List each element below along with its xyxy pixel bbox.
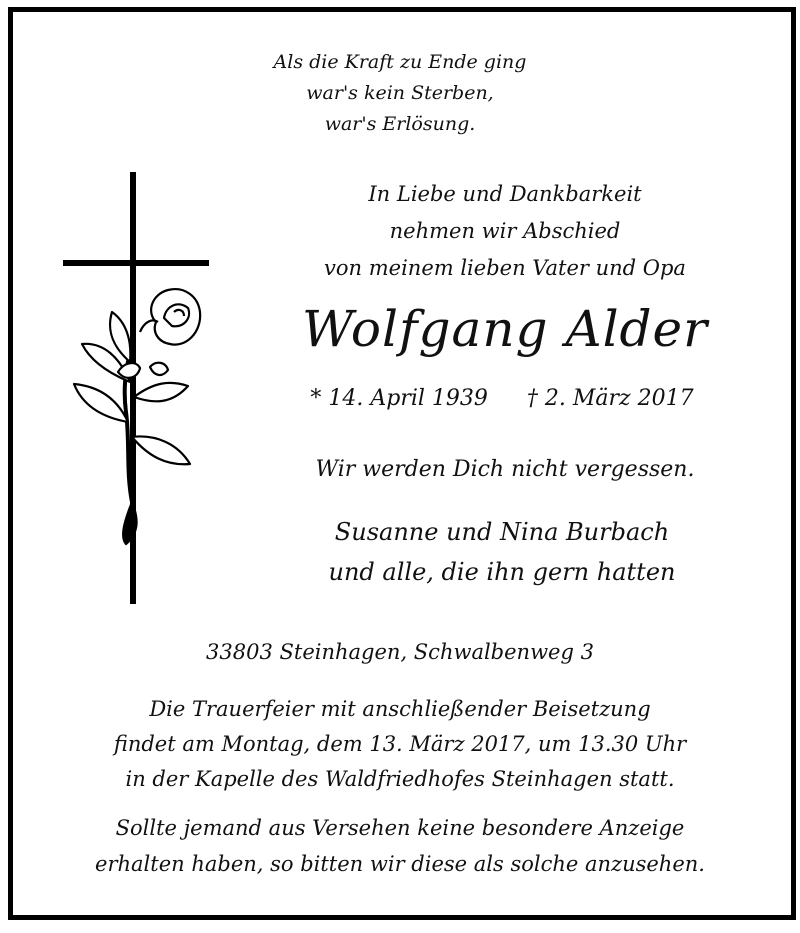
motto-verse [150, 47, 650, 140]
signatory-line: und alle, die ihn gern hatten [328, 558, 676, 586]
signatories [262, 512, 742, 592]
notice-remark [30, 810, 770, 882]
intro-text [270, 176, 740, 287]
deceased-name: Wolfgang Alder [301, 300, 709, 358]
intro-line: In Liebe und Dankbarkeit [368, 182, 642, 206]
family-address: 33803 Steinhagen, Schwalbenweg 3 [206, 640, 594, 664]
birth-date: * 14. April 1939 [310, 386, 488, 411]
notice-line: Sollte jemand aus Versehen keine besondere Anzeige [115, 816, 685, 840]
life-dates [262, 386, 742, 411]
notice-line: erhalten haben, so bitten wir diese als solche anzusehen. [95, 852, 705, 876]
intro-line: von meinem lieben Vater und Opa [324, 256, 686, 280]
signatory-line: Susanne und Nina Burbach [334, 518, 670, 546]
cross-with-rose-icon [60, 172, 210, 607]
remembrance-line: Wir werden Dich nicht vergessen. [315, 457, 695, 482]
funeral-line: in der Kapelle des Waldfriedhofes Steinhagen statt. [125, 767, 675, 791]
motto-line: war's Erlösung. [324, 113, 476, 135]
funeral-details [30, 692, 770, 797]
funeral-line: findet am Montag, dem 13. März 2017, um 13.30 Uhr [113, 732, 687, 756]
motto-line: war's kein Sterben, [306, 82, 494, 104]
death-date: † 2. März 2017 [526, 386, 694, 411]
intro-line: nehmen wir Abschied [389, 219, 621, 243]
funeral-line: Die Trauerfeier mit anschließender Beisetzung [149, 697, 651, 721]
motto-line: Als die Kraft zu Ende ging [273, 51, 527, 73]
